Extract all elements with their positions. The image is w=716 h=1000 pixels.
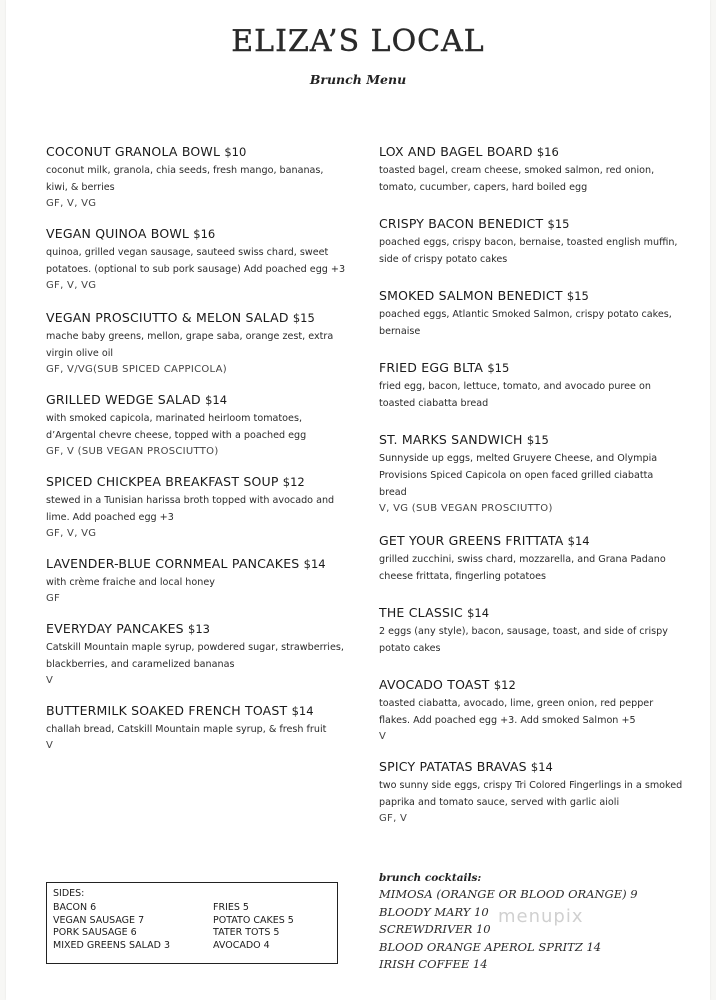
item-description: poached eggs, crispy bacon, bernaise, toasted english muffin, side of crispy potato cakes [379, 237, 678, 265]
sides-box [46, 882, 338, 964]
cocktail-item: IRISH COFFEE 14 [379, 957, 488, 971]
item-name: SMOKED SALMON BENEDICT [379, 288, 563, 303]
cocktail-item: SCREWDRIVER 10 [379, 922, 491, 936]
menu-item [46, 144, 346, 212]
menu-item [46, 703, 346, 754]
item-price: $15 [292, 311, 315, 325]
side-item: MIXED GREENS SALAD 3 [53, 939, 171, 951]
item-price: $16 [536, 145, 559, 159]
item-name: COCONUT GRANOLA BOWL [46, 144, 221, 159]
item-description: challah bread, Catskill Mountain maple syrup, & fresh fruit [46, 724, 327, 735]
item-diet: V [379, 731, 387, 742]
menu-item [46, 310, 346, 378]
menu-item [379, 677, 684, 745]
item-price: $16 [193, 227, 216, 241]
side-item: TATER TOTS 5 [213, 927, 280, 938]
item-diet: GF, V, VG [46, 528, 97, 539]
item-diet: GF, V/VG(SUB SPICED CAPPICOLA) [46, 364, 228, 375]
item-name: BUTTERMILK SOAKED FRENCH TOAST [46, 703, 288, 718]
item-description: 2 eggs (any style), bacon, sausage, toast, and side of crispy potato cakes [379, 626, 668, 654]
menu-item [46, 556, 346, 607]
right-menu-column [379, 144, 684, 843]
sides-right-list [213, 902, 294, 952]
item-name: AVOCADO TOAST [379, 677, 490, 692]
item-price: $15 [547, 217, 570, 231]
item-name: GET YOUR GREENS FRITTATA [379, 533, 564, 548]
menu-item [379, 759, 684, 827]
menu-page [6, 0, 710, 1000]
item-name: GRILLED WEDGE SALAD [46, 392, 201, 407]
item-description: fried egg, bacon, lettuce, tomato, and avocado puree on toasted ciabatta bread [379, 381, 651, 409]
item-diet: GF, V [379, 813, 408, 824]
item-name: THE CLASSIC [379, 605, 463, 620]
cocktail-item: BLOOD ORANGE APEROL SPRITZ 14 [379, 939, 602, 954]
item-name: SPICY PATATAS BRAVAS [379, 759, 527, 774]
item-price: $14 [303, 557, 326, 571]
item-description: two sunny side eggs, crispy Tri Colored Fingerlings in a smoked paprika and tomato sauce, served with garlic aioli [379, 780, 683, 808]
menu-item [379, 144, 684, 196]
side-item: VEGAN SAUSAGE 7 [53, 914, 145, 926]
item-price: $12 [493, 678, 516, 692]
item-price: $15 [566, 289, 589, 303]
side-item: POTATO CAKES 5 [213, 914, 294, 926]
menu-item [46, 474, 346, 542]
item-description: with smoked capicola, marinated heirloom tomatoes, d’Argental chevre cheese, topped with a poached egg [46, 413, 307, 441]
item-name: ST. MARKS SANDWICH [379, 432, 523, 447]
side-item: AVOCADO 4 [213, 939, 270, 951]
item-name: VEGAN PROSCIUTTO & MELON SALAD [46, 310, 289, 325]
item-price: $14 [205, 393, 228, 407]
item-description: stewed in a Tunisian harissa broth topped with avocado and lime. Add poached egg +3 [46, 495, 335, 523]
item-diet: GF, V (SUB VEGAN PROSCIUTTO) [46, 446, 219, 457]
item-description: toasted ciabatta, avocado, lime, green onion, red pepper flakes. Add poached egg +3. Add smoked Salmon +5 [379, 698, 654, 726]
menu-item [379, 432, 684, 517]
menu-subtitle: Brunch Menu [309, 72, 407, 87]
item-description: mache baby greens, mellon, grape saba, orange zest, extra virgin olive oil [46, 331, 334, 359]
cocktails-title: brunch cocktails: [379, 872, 482, 884]
item-name: SPICED CHICKPEA BREAKFAST SOUP [46, 474, 279, 489]
item-price: $15 [487, 361, 510, 375]
item-diet: V [46, 675, 54, 686]
menu-item [379, 288, 684, 340]
cocktail-item: MIMOSA (ORANGE OR BLOOD ORANGE) 9 [379, 887, 638, 901]
side-item: FRIES 5 [213, 902, 249, 913]
item-description: with crème fraiche and local honey [46, 577, 215, 588]
sides-left-list [53, 902, 170, 952]
cocktail-item: BLOODY MARY 10 [379, 904, 489, 919]
menu-item [379, 360, 684, 412]
side-item: BACON 6 [53, 902, 97, 913]
item-name: FRIED EGG BLTA [379, 360, 484, 375]
item-diet: GF, V, VG [46, 280, 97, 291]
restaurant-title: ELIZA’S LOCAL [231, 24, 485, 59]
item-price: $14 [567, 534, 590, 548]
menu-item [379, 605, 684, 657]
item-description: grilled zucchini, swiss chard, mozzarella, and Grana Padano cheese frittata, fingerling potatoes [379, 554, 666, 582]
item-description: quinoa, grilled vegan sausage, sauteed swiss chard, sweet potatoes. (optional to sub pork sausage) Add poached egg +3 [46, 247, 346, 275]
item-name: LOX AND BAGEL BOARD [379, 144, 533, 159]
item-diet: V [46, 740, 54, 751]
item-price: $14 [291, 704, 314, 718]
menu-item [46, 226, 346, 294]
item-description: toasted bagel, cream cheese, smoked salmon, red onion, tomato, cucumber, capers, hard boiled egg [379, 165, 655, 193]
watermark-logo: menupix [498, 906, 584, 927]
item-price: $14 [467, 606, 490, 620]
menu-item [46, 621, 346, 689]
item-name: VEGAN QUINOA BOWL [46, 226, 190, 241]
item-description: Catskill Mountain maple syrup, powdered sugar, strawberries, blackberries, and caramelized bananas [46, 642, 344, 670]
item-diet: V, VG (SUB VEGAN PROSCIUTTO) [379, 503, 553, 514]
item-price: $12 [282, 475, 305, 489]
menu-item [46, 392, 346, 460]
item-price: $15 [526, 433, 549, 447]
item-diet: GF, V, VG [46, 198, 97, 209]
left-menu-column [46, 144, 346, 770]
item-description: poached eggs, Atlantic Smoked Salmon, crispy potato cakes, bernaise [379, 309, 672, 337]
item-name: LAVENDER-BLUE CORNMEAL PANCAKES [46, 556, 300, 571]
side-item: PORK SAUSAGE 6 [53, 927, 137, 938]
item-price: $14 [530, 760, 553, 774]
item-price: $10 [224, 145, 247, 159]
sides-title: SIDES: [53, 888, 85, 899]
item-price: $13 [188, 622, 210, 636]
item-diet: GF [46, 593, 61, 604]
item-name: CRISPY BACON BENEDICT [379, 216, 544, 231]
item-description: coconut milk, granola, chia seeds, fresh mango, bananas, kiwi, & berries [46, 165, 324, 193]
item-name: EVERYDAY PANCAKES [46, 621, 184, 636]
menu-item [379, 216, 684, 268]
item-description: Sunnyside up eggs, melted Gruyere Cheese, and Olympia Provisions Spiced Capicola on open faced grilled ciabatta bread [379, 453, 658, 498]
menu-item [379, 533, 684, 585]
